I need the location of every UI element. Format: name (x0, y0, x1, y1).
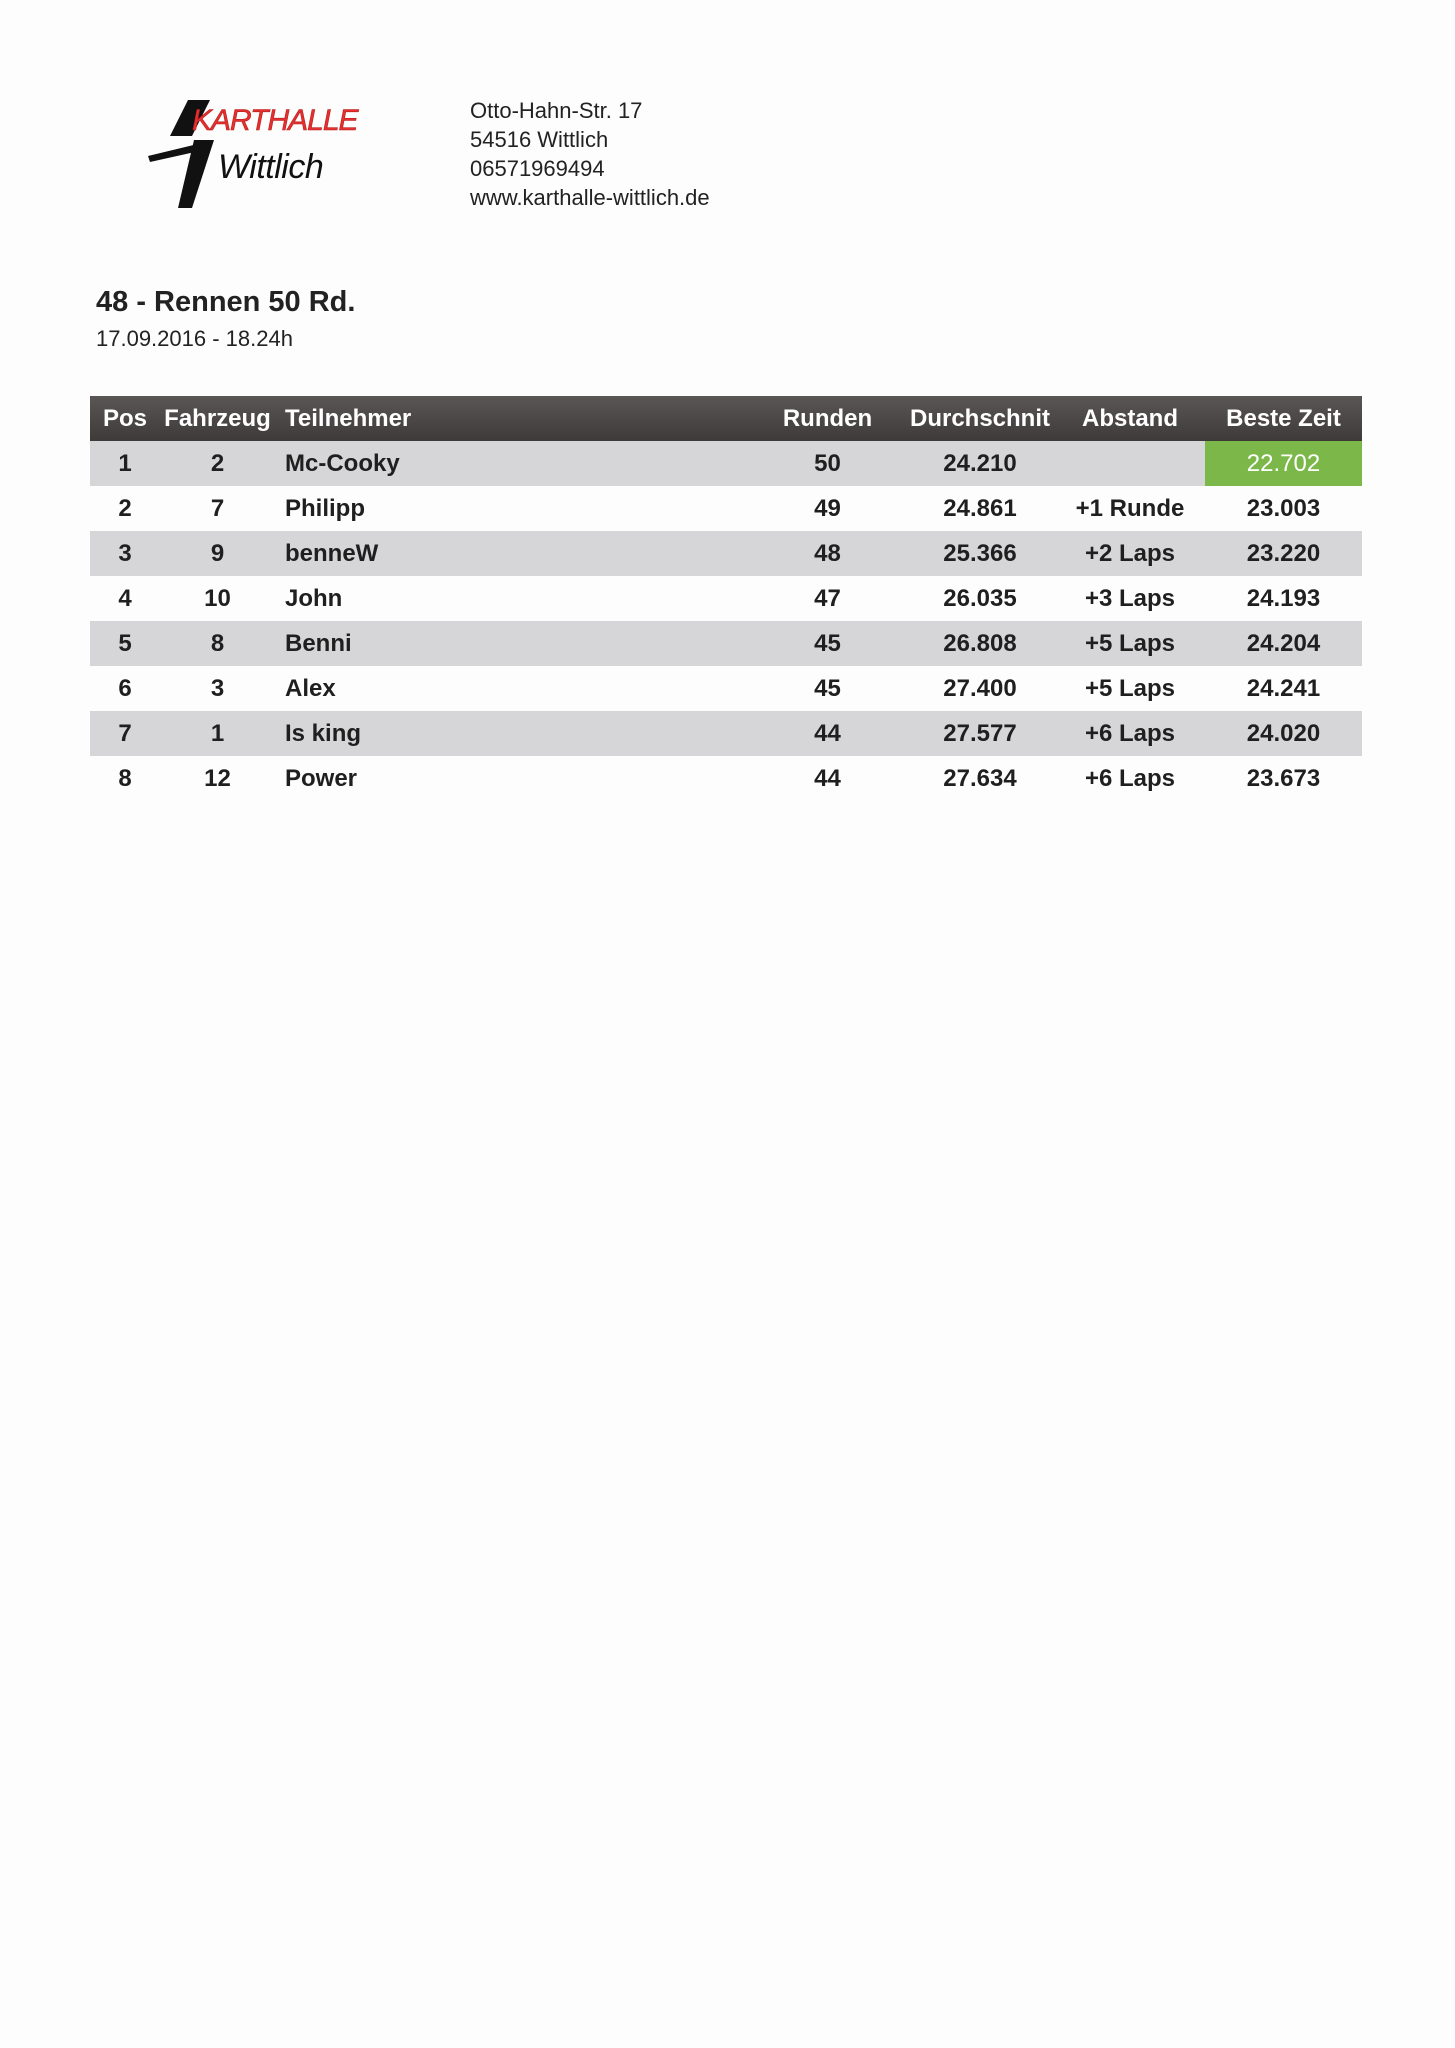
cell-vehicle: 2 (210, 449, 225, 477)
cell-pos: 7 (118, 719, 132, 747)
cell-vehicle: 8 (210, 629, 225, 657)
karthalle-logo (148, 96, 388, 212)
column-header-laps: Runden (782, 404, 873, 432)
cell-laps: 44 (814, 764, 841, 792)
cell-best: 23.220 (1246, 539, 1321, 567)
cell-pos: 1 (118, 449, 132, 477)
cell-laps: 45 (814, 629, 841, 657)
column-header-best: Beste Zeit (1226, 404, 1341, 432)
cell-gap: +5 Laps (1084, 629, 1176, 657)
cell-pos: 6 (118, 674, 132, 702)
cell-participant: Alex (285, 674, 336, 702)
cell-pos: 4 (118, 584, 132, 612)
cell-participant: Philipp (285, 494, 365, 522)
table-header-row (90, 396, 1362, 441)
column-header-average: Durchschnit (909, 404, 1050, 432)
cell-participant: Mc-Cooky (285, 449, 400, 477)
cell-laps: 44 (814, 719, 841, 747)
cell-best: 24.020 (1246, 719, 1321, 747)
cell-vehicle: 3 (210, 674, 225, 702)
cell-gap: +2 Laps (1084, 539, 1176, 567)
cell-average: 24.210 (943, 449, 1017, 477)
cell-vehicle: 7 (210, 494, 225, 522)
cell-participant: Power (285, 764, 358, 792)
table-row (90, 441, 1362, 486)
cell-vehicle: 1 (210, 719, 225, 747)
cell-vehicle: 10 (204, 584, 231, 612)
logo-text-karthalle: KARTHALLE (192, 104, 358, 137)
table-row (90, 756, 1362, 801)
address-phone: 06571969494 (470, 156, 605, 181)
cell-pos: 2 (118, 494, 132, 522)
cell-laps: 47 (814, 584, 841, 612)
cell-average: 25.366 (943, 539, 1017, 567)
cell-pos: 8 (118, 764, 132, 792)
table-row (90, 576, 1362, 621)
table-row (90, 486, 1362, 531)
column-header-participant: Teilnehmer (285, 404, 412, 432)
cell-average: 24.861 (943, 494, 1017, 522)
cell-best: 24.193 (1246, 584, 1321, 612)
cell-average: 27.400 (943, 674, 1017, 702)
cell-average: 26.035 (943, 584, 1017, 612)
cell-laps: 48 (814, 539, 841, 567)
address-city: 54516 Wittlich (470, 127, 609, 152)
cell-gap: +3 Laps (1084, 584, 1176, 612)
cell-pos: 5 (118, 629, 132, 657)
cell-vehicle: 9 (210, 539, 225, 567)
address-website: www.karthalle-wittlich.de (470, 185, 710, 210)
venue-address (470, 96, 710, 212)
logo-text-wittlich: Wittlich (218, 148, 324, 186)
race-date: 17.09.2016 - 18.24h (96, 326, 293, 351)
table-row (90, 711, 1362, 756)
cell-pos: 3 (118, 539, 132, 567)
cell-participant: John (285, 584, 343, 612)
cell-best: 24.241 (1246, 674, 1321, 702)
cell-best: 23.673 (1246, 764, 1321, 792)
column-header-gap: Abstand (1082, 404, 1178, 432)
race-title: 48 - Rennen 50 Rd. (96, 286, 356, 318)
cell-gap: +6 Laps (1084, 764, 1176, 792)
cell-best: 23.003 (1246, 494, 1321, 522)
cell-average: 27.577 (943, 719, 1017, 747)
cell-average: 27.634 (943, 764, 1017, 792)
cell-participant: Benni (285, 629, 352, 657)
cell-laps: 50 (814, 449, 841, 477)
table-row (90, 666, 1362, 711)
column-header-pos: Pos (102, 404, 147, 432)
cell-vehicle: 12 (204, 764, 231, 792)
table-row (90, 531, 1362, 576)
table-row (90, 621, 1362, 666)
results-table (90, 396, 1362, 801)
cell-gap: +6 Laps (1084, 719, 1176, 747)
cell-participant: benneW (285, 539, 379, 567)
cell-best: 24.204 (1246, 629, 1321, 657)
cell-best-highlight: 22.702 (1205, 441, 1362, 486)
address-street: Otto-Hahn-Str. 17 (470, 98, 643, 123)
cell-laps: 45 (814, 674, 841, 702)
cell-laps: 49 (814, 494, 841, 522)
cell-gap: +1 Runde (1075, 494, 1185, 522)
column-header-vehicle: Fahrzeug (164, 404, 271, 432)
cell-average: 26.808 (943, 629, 1017, 657)
cell-participant: Is king (285, 719, 362, 747)
cell-gap: +5 Laps (1084, 674, 1176, 702)
